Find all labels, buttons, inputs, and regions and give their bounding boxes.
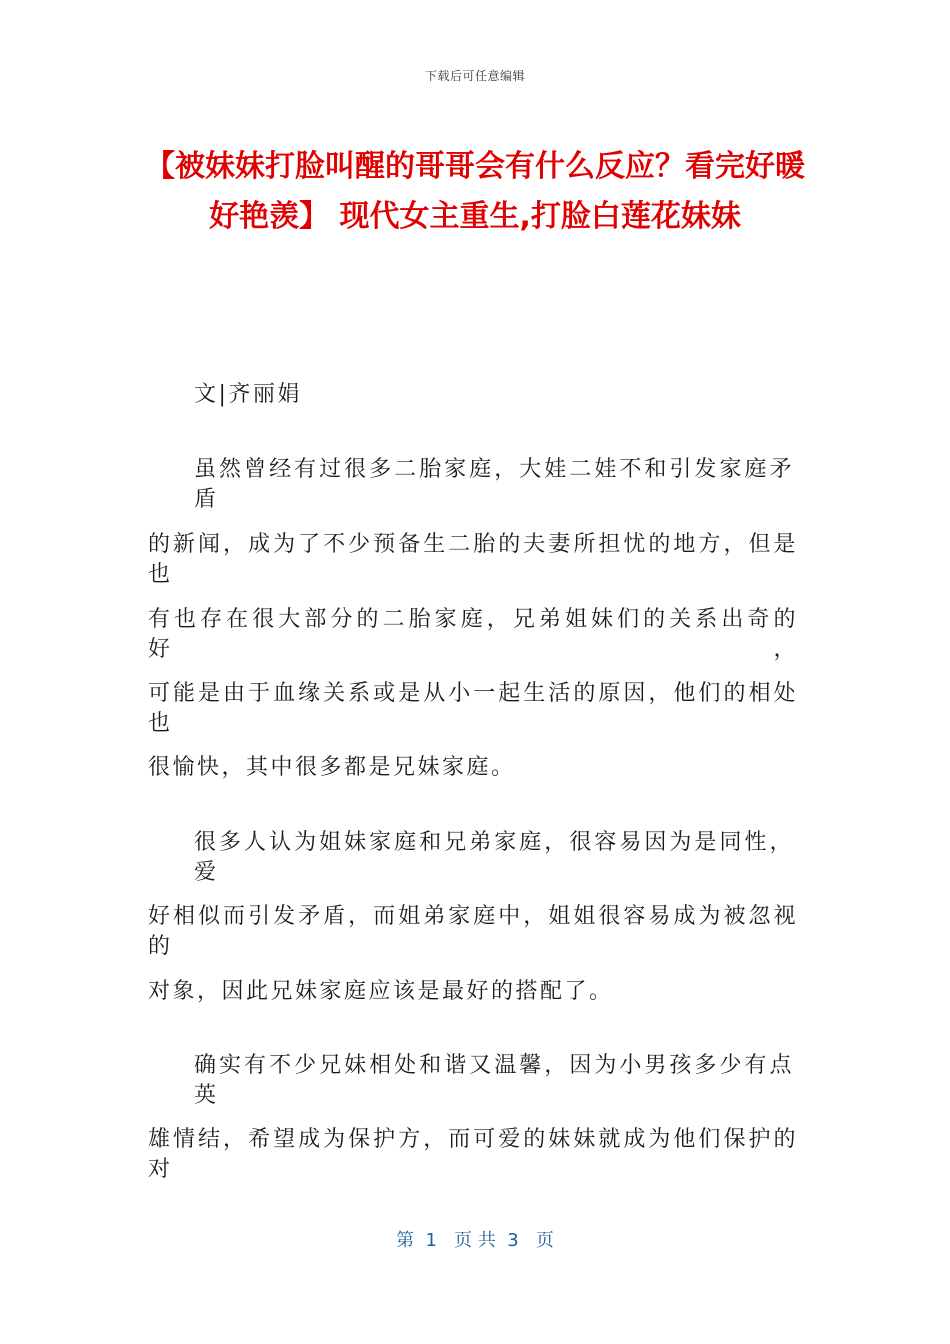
paragraph-1-line-3: 有也存在很大部分的二胎家庭，兄弟姐妹们的关系出奇的好， [148,607,798,662]
document-title: 【被妹妹打脸叫醒的哥哥会有什么反应？看完好暖好艳羡】 现代女主重生,打脸白莲花妹妹 [145,149,805,234]
author-line: 文|齐丽娟 [194,382,302,407]
paragraph-2-line-3: 对象，因此兄妹家庭应该是最好的搭配了。 [148,979,614,1004]
paragraph-3-line-1: 确实有不少兄妹相处和谐又温馨，因为小男孩多少有点英 [194,1053,794,1108]
paragraph-1-line-2: 的新闻，成为了不少预备生二胎的夫妻所担忧的地方，但是也 [148,532,798,587]
paragraph-3-line-2: 雄情结，希望成为保护方，而可爱的妹妹就成为他们保护的对 [148,1127,798,1182]
paragraph-2-line-1: 很多人认为姐妹家庭和兄弟家庭，很容易因为是同性，爱 [194,830,794,885]
header-note: 下载后可任意编辑 [424,69,525,83]
page-number-footer: 第 1 页 共 3 页 [396,1230,554,1251]
paragraph-1-line-4: 可能是由于血缘关系或是从小一起生活的原因，他们的相处也 [148,681,798,736]
paragraph-2-line-2: 好相似而引发矛盾，而姐弟家庭中，姐姐很容易成为被忽视的 [148,904,798,959]
paragraph-1-line-1: 虽然曾经有过很多二胎家庭，大娃二娃不和引发家庭矛盾 [194,457,794,512]
paragraph-1-line-5: 很愉快，其中很多都是兄妹家庭。 [148,755,516,780]
